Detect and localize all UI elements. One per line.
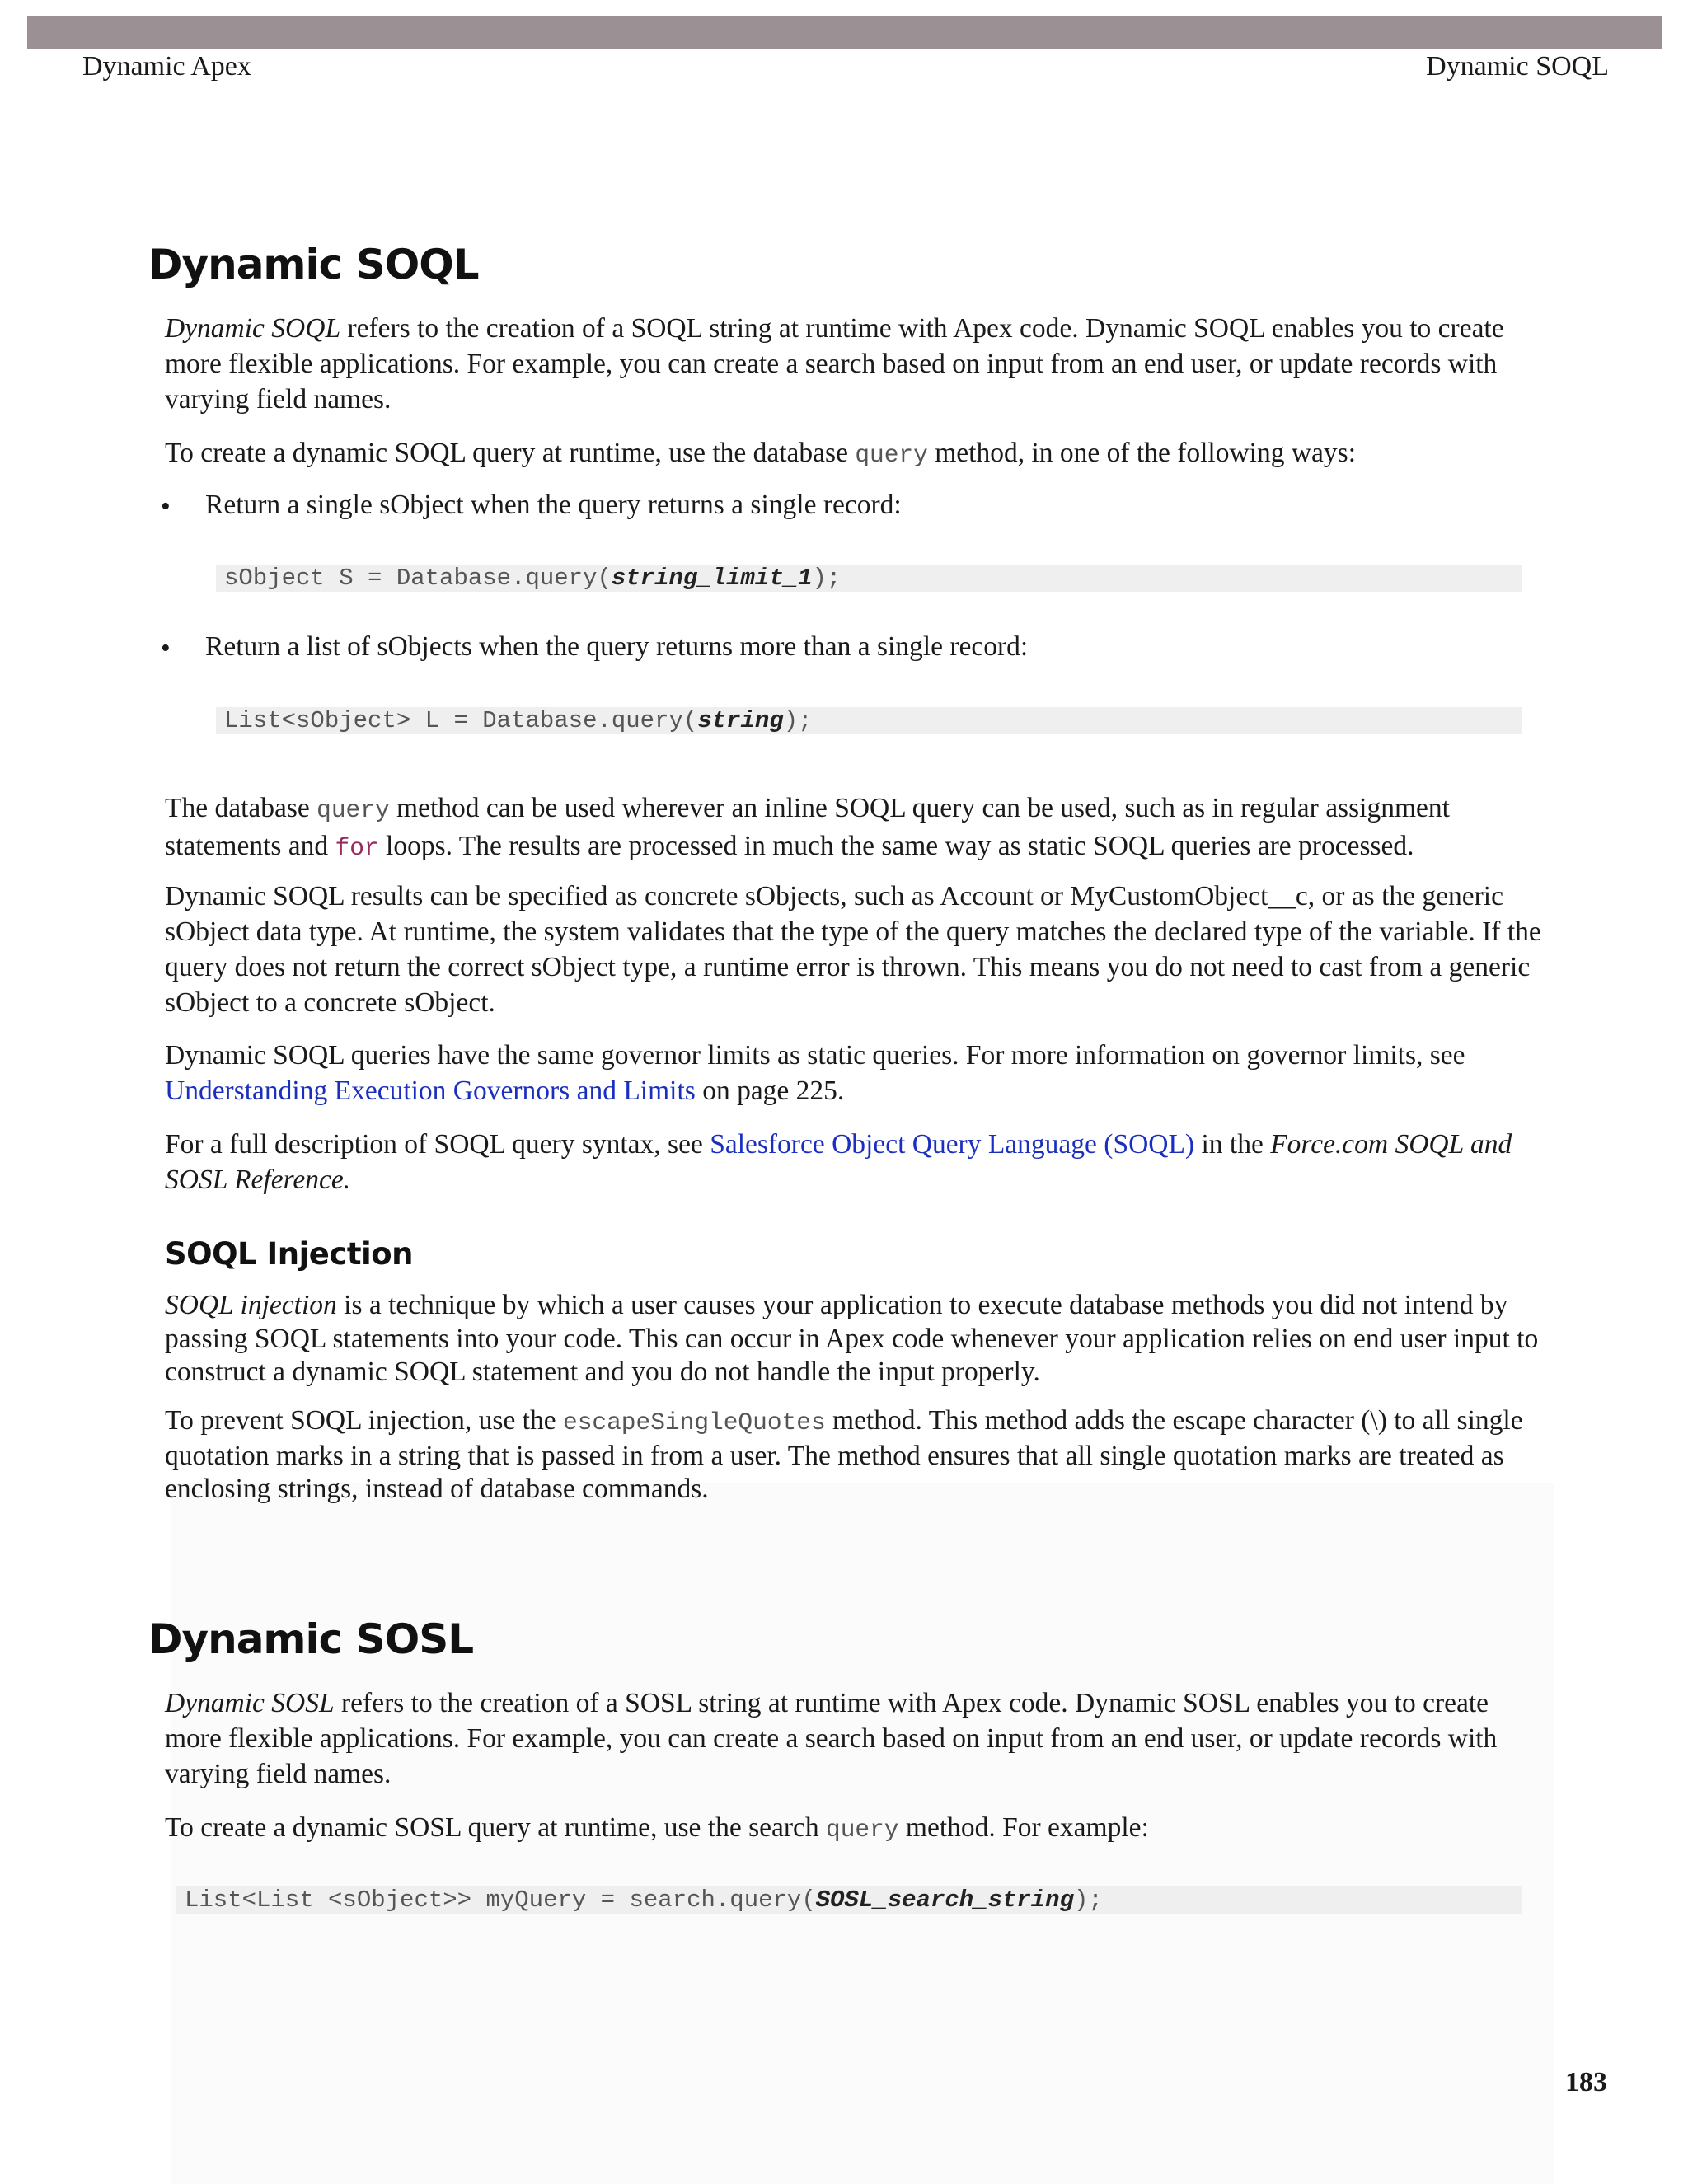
bullet-multiple-records: Return a list of sObjects when the query returns more than a single record: [205,631,1029,662]
soql-intro-paragraph: Dynamic SOQL refers to the creation of a SOQL string at runtime with Apex code. Dynamic SOQL enables you to create more flexible applications. For example, you can create a search based on input from an end user, or update records with varying field names. [165,313,1504,415]
subsection-title-injection: SOQL Injection [165,1236,413,1272]
injection-definition-paragraph: SOQL injection is a technique by which a user causes your application to execute database methods you did not intend by passing SOQL statements into your code. This can occur in Apex code whenever your application relies on end user input to construct a dynamic SOQL statement and you do not handle the input properly. [165,1290,1539,1387]
soql-syntax-paragraph: For a full description of SOQL query syntax, see Salesforce Object Query Language (SOQL) in the Force.com SOQL and SOSL Reference. [165,1129,1512,1195]
code-block-list: List<sObject> L = Database.query(string); [216,707,1522,734]
link-soql-reference[interactable]: Salesforce Object Query Language (SOQL) [710,1129,1195,1160]
page-number: 183 [1565,2067,1607,2097]
inline-code-escape: escapeSingleQuotes [563,1408,826,1436]
section-title-sosl: Dynamic SOSL [148,1615,474,1663]
soql-usage-paragraph: The database query method can be used wherever an inline SOQL query can be used, such as in regular assignment statements and for loops. The results are processed in much the same way as static SOQL queries are processed. [165,793,1450,862]
inline-keyword-for: for [335,834,379,862]
code-block-single: sObject S = Database.query(string_limit_1); [216,565,1522,592]
header-bar [27,16,1662,49]
bullet-marker: • [161,491,171,522]
bullet-single-record: Return a single sObject when the query returns a single record: [205,490,902,520]
running-header-right: Dynamic SOQL [1426,51,1609,82]
sosl-term: Dynamic SOSL [165,1688,335,1718]
section-title-soql: Dynamic SOQL [148,241,479,288]
running-header-left: Dynamic Apex [82,51,251,82]
link-governor-limits[interactable]: Understanding Execution Governors and Limits [165,1076,696,1106]
inline-code-query: query [316,796,390,824]
sosl-intro-paragraph: Dynamic SOSL refers to the creation of a SOSL string at runtime with Apex code. Dynamic SOSL enables you to create more flexible applications. For example, you can create a search based on input from an end user, or update records with varying field names. [165,1688,1498,1789]
sosl-how-paragraph: To create a dynamic SOSL query at runtime, use the search query method. For example: [165,1812,1149,1844]
inline-code-query: query [826,1816,899,1844]
soql-term: Dynamic SOQL [165,313,341,344]
injection-prevention-paragraph: To prevent SOQL injection, use the escapeSingleQuotes method. This method adds the escape character (\) to all single quotation marks in a string that is passed in from a user. The method ensures that all single quotation marks are treated as enclosing strings, instead of database commands. [165,1405,1523,1504]
soql-how-paragraph: To create a dynamic SOQL query at runtime, use the database query method, in one of the following ways: [165,438,1357,469]
code-block-sosl: List<List <sObject>> myQuery = search.query(SOSL_search_string); [176,1886,1522,1914]
reference-title: Force.com SOQL and SOSL Reference. [165,1129,1512,1195]
bullet-marker: • [161,633,171,663]
soql-limits-paragraph: Dynamic SOQL queries have the same governor limits as static queries. For more information on governor limits, see Understanding Execution Governors and Limits on page 225. [165,1040,1465,1106]
soql-results-paragraph: Dynamic SOQL results can be specified as concrete sObjects, such as Account or MyCustomObject__c, or as the generic sObject data type. At runtime, the system validates that the type of the query matches the declared type of the variable. If the query does not return the correct sObject type, a runtime error is thrown. This means you do not need to cast from a generic sObject to a concrete sObject. [165,881,1541,1018]
inline-code-query: query [855,441,928,469]
injection-term: SOQL injection [165,1290,337,1320]
